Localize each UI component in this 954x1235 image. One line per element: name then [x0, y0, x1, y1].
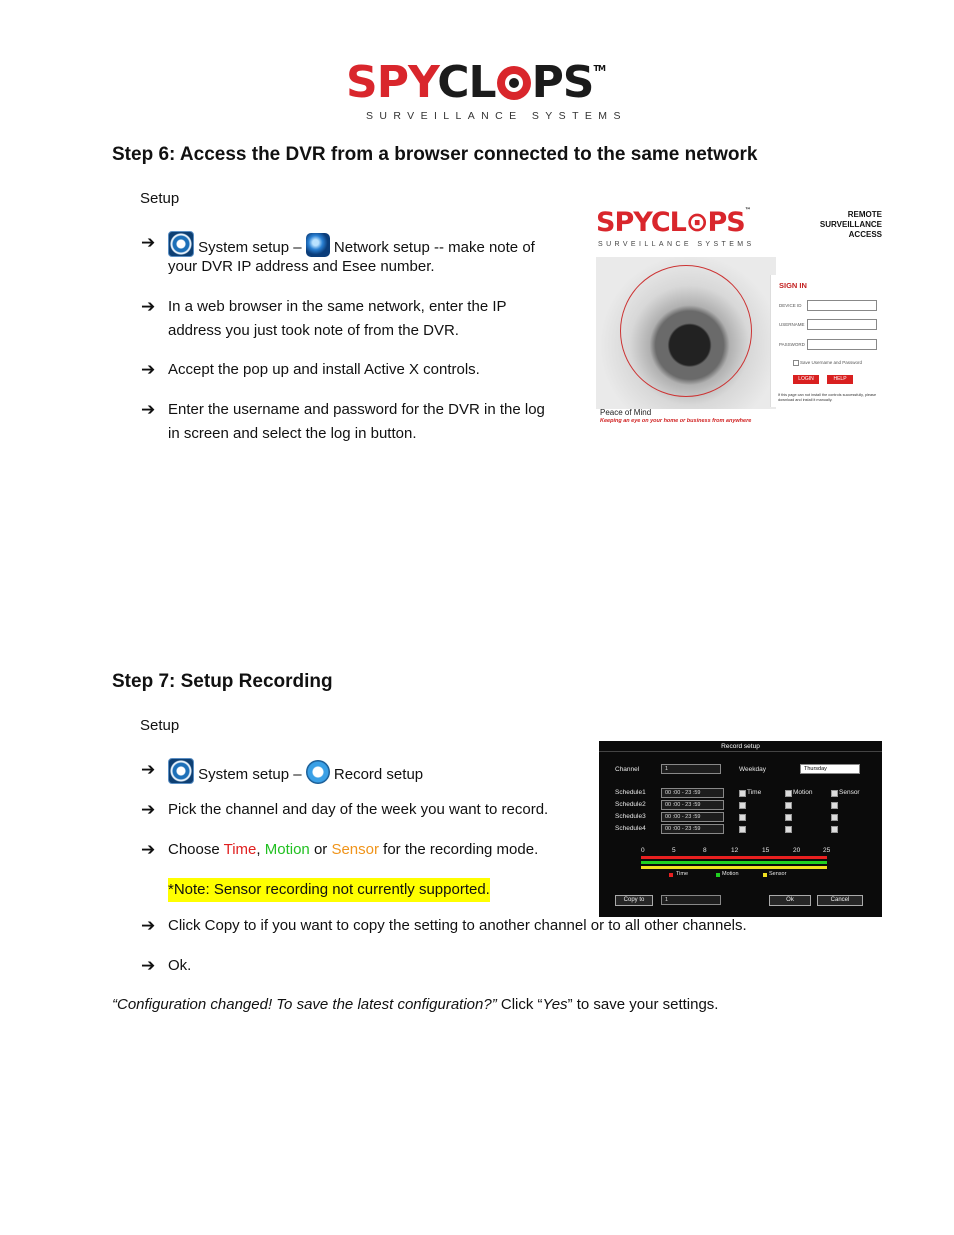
cancel-button[interactable]: Cancel [817, 895, 863, 906]
ok-button[interactable]: Ok [769, 895, 811, 906]
login-form [770, 275, 882, 407]
arrow-icon: ➔ [141, 400, 156, 419]
motion-column-label: Motion [793, 789, 813, 796]
remember-checkbox[interactable] [793, 360, 799, 366]
targeting-ring [620, 265, 752, 397]
spyclops-logo [346, 57, 627, 128]
schedule-label: Schedule4 [615, 825, 646, 832]
sign-in-title: SIGN IN [779, 281, 807, 290]
sensor-column-label: Sensor [839, 789, 860, 796]
sensor-checkbox[interactable] [831, 826, 838, 833]
arrow-icon: ➔ [141, 360, 156, 379]
title-divider [599, 751, 882, 752]
system-setup-gear-icon [168, 758, 194, 784]
step6-setup-label: Setup [140, 190, 180, 207]
time-checkbox[interactable] [739, 802, 746, 809]
final-instruction [112, 993, 718, 1017]
arrow-icon: ➔ [141, 233, 156, 252]
sensor-checkbox[interactable] [831, 802, 838, 809]
weekday-label: Weekday [739, 766, 766, 773]
step7-bullet5: Ok. [168, 957, 192, 974]
motion-legend-swatch [716, 873, 720, 877]
motion-checkbox[interactable] [785, 826, 792, 833]
or-text: or [313, 841, 328, 858]
step6-heading: Step 6: Access the DVR from a browser connected to the same network [112, 144, 758, 165]
login-button[interactable]: LOGIN [793, 375, 819, 384]
username-field[interactable] [807, 319, 877, 330]
schedule-label: Schedule2 [615, 801, 646, 808]
record-setup-screenshot [599, 741, 882, 917]
step6-bullet2-line2: address you just took note of from the DVR. [168, 322, 459, 339]
sensor-legend-swatch [763, 873, 767, 877]
step6-bullet1-line2: your DVR IP address and Esee number. [168, 258, 435, 275]
remember-label: Save Username and Password [800, 360, 863, 365]
yes-text: Yes [542, 996, 568, 1013]
record-setup-camera-icon [306, 760, 330, 784]
schedule-time-field[interactable]: 00 :00 - 23 :59 [661, 812, 724, 822]
config-quote: “Configuration changed! To save the latest configuration?” [112, 996, 497, 1013]
remote-line1: REMOTE [847, 210, 882, 219]
schedule-time-field[interactable]: 00 :00 - 23 :59 [661, 800, 724, 810]
copy-to-button[interactable]: Copy to [615, 895, 653, 906]
password-label: PASSWORD [779, 342, 805, 347]
shot-logo [596, 207, 750, 238]
peace-of-mind: Peace of Mind [600, 408, 652, 417]
comma: , [256, 841, 261, 858]
step7-setup-label: Setup [140, 717, 180, 734]
hour-tick: 25 [823, 847, 831, 854]
arrow-icon: ➔ [141, 760, 156, 779]
step6-bullet4-line2: in screen and select the log in button. [168, 425, 417, 442]
mode-sensor: Sensor [331, 841, 379, 858]
eye-icon [497, 66, 531, 100]
schedule-time-field[interactable]: 00 :00 - 23 :59 [661, 788, 724, 798]
logo-subtitle: SURVEILLANCE SYSTEMS [366, 110, 627, 122]
step6-b1-text-a: System setup – [198, 239, 302, 256]
remote-line3: ACCESS [848, 230, 882, 239]
trademark: TM [593, 64, 605, 73]
shot-subtitle: SURVEILLANCE SYSTEMS [598, 241, 755, 248]
step6-bullet3: Accept the pop up and install Active X controls. [168, 361, 480, 378]
logo-spy: SPY [346, 57, 438, 108]
motion-checkbox[interactable] [785, 802, 792, 809]
step6-bullet2-line1: In a web browser in the same network, enter the IP [168, 298, 507, 315]
remote-line2: SURVEILLANCE [819, 220, 882, 229]
step6-b1-text-b: Network setup -- make note of [333, 239, 535, 256]
arrow-icon: ➔ [141, 916, 156, 935]
remote-access-label [820, 210, 882, 240]
final-mid: Click “ [496, 996, 543, 1013]
motion-timeline-bar [641, 861, 827, 864]
shot-tm: ™ [744, 207, 750, 214]
time-checkbox[interactable] [739, 790, 746, 797]
login-screenshot [592, 205, 882, 427]
time-checkbox[interactable] [739, 814, 746, 821]
shot-brand: SPYCL⊙PS [596, 207, 745, 238]
password-field[interactable] [807, 339, 877, 350]
arrow-icon: ➔ [141, 840, 156, 859]
tagline: Keeping an eye on your home or business from anywhere [600, 418, 752, 424]
mode-motion: Motion [264, 841, 310, 858]
sensor-checkbox[interactable] [831, 814, 838, 821]
step7-bullet3 [168, 838, 538, 862]
hour-tick: 12 [731, 847, 739, 854]
schedule-label: Schedule3 [615, 813, 646, 820]
motion-legend: Motion [722, 871, 739, 877]
logo-cl: CL [437, 57, 496, 108]
help-button[interactable]: HELP [827, 375, 853, 384]
schedule-label: Schedule1 [615, 789, 646, 796]
time-checkbox[interactable] [739, 826, 746, 833]
copy-to-select[interactable]: 1 [661, 895, 721, 905]
hour-tick: 15 [762, 847, 770, 854]
choose-text: Choose [168, 841, 220, 858]
record-setup-title: Record setup [721, 743, 760, 750]
logo-ps: PS [531, 57, 594, 108]
step7-b1-text-b: Record setup [333, 766, 424, 783]
step7-heading: Step 7: Setup Recording [112, 671, 333, 692]
username-label: USERNAME [779, 322, 805, 327]
arrow-icon: ➔ [141, 297, 156, 316]
step7-b1-text-a: System setup – [198, 766, 302, 783]
final-end: ” to save your settings. [567, 996, 719, 1013]
hour-tick: 5 [672, 847, 676, 854]
system-setup-gear-icon [168, 231, 194, 257]
weekday-select[interactable]: Thursday [800, 764, 860, 774]
hour-tick: 8 [703, 847, 707, 854]
channel-label: Channel [615, 766, 640, 773]
hour-tick: 0 [641, 847, 645, 854]
step7-bullet1 [168, 758, 423, 787]
device-id-field[interactable] [807, 300, 877, 311]
time-legend: Time [676, 871, 689, 877]
network-setup-globe-icon [306, 233, 330, 257]
time-timeline-bar [641, 856, 827, 859]
motion-checkbox[interactable] [785, 790, 792, 797]
device-id-label: DEVICE ID [779, 303, 802, 308]
schedule-time-field[interactable]: 00 :00 - 23 :59 [661, 824, 724, 834]
arrow-icon: ➔ [141, 800, 156, 819]
install-note: If this page can not install the controls successfully, please download and install it manually. [778, 393, 877, 402]
hour-tick: 20 [793, 847, 801, 854]
step7-bullet4: Click Copy to if you want to copy the setting to another channel or to all other channels. [168, 917, 747, 934]
step7-bullet2: Pick the channel and day of the week you want to record. [168, 801, 549, 818]
time-legend-swatch [669, 873, 673, 877]
motion-checkbox[interactable] [785, 814, 792, 821]
mode-time: Time [223, 841, 257, 858]
channel-select[interactable]: 1 [661, 764, 721, 774]
time-column-label: Time [747, 789, 762, 796]
step6-bullet4-line1: Enter the username and password for the DVR in the log [168, 401, 545, 418]
sensor-timeline-bar [641, 866, 827, 869]
arrow-icon: ➔ [141, 956, 156, 975]
sensor-note: *Note: Sensor recording not currently supported. [168, 878, 490, 902]
sensor-checkbox[interactable] [831, 790, 838, 797]
sensor-legend: Sensor [769, 871, 787, 877]
recording-mode-text: for the recording mode. [383, 841, 539, 858]
